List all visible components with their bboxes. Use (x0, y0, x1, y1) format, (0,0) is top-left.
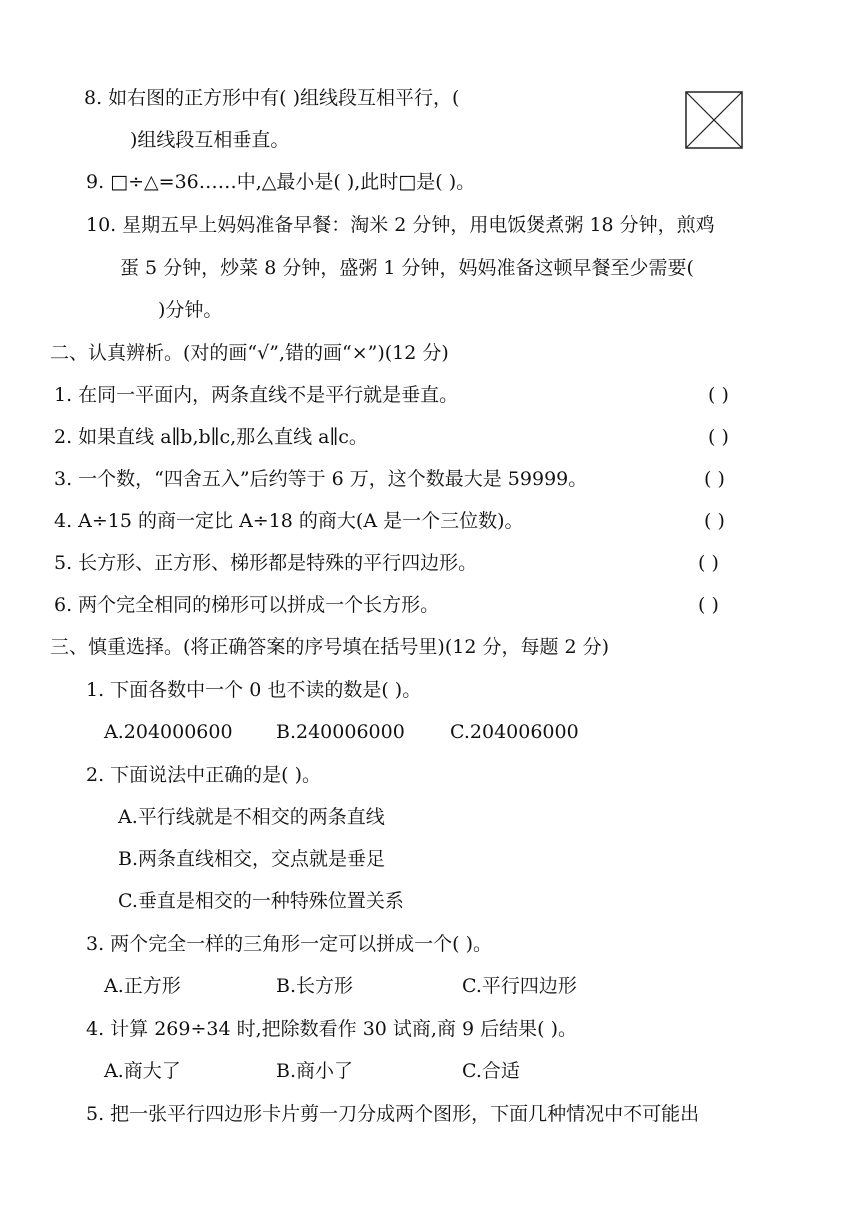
choice-q1-option-a: A.204000600 (104, 721, 233, 743)
judge-item-5: 5. 长方形、正方形、梯形都是特殊的平行四边形。 (54, 552, 478, 574)
judge-answer-paren-1: ( ) (708, 384, 729, 406)
choice-q3-option-a: A.正方形 (104, 975, 181, 997)
judge-item-1: 1. 在同一平面内，两条直线不是平行就是垂直。 (54, 384, 459, 406)
choice-q2-stem: 2. 下面说法中正确的是( )。 (86, 764, 322, 786)
judge-answer-paren-2: ( ) (708, 426, 729, 448)
choice-q1-stem: 1. 下面各数中一个 0 也不读的数是( )。 (86, 679, 422, 701)
choice-q4-option-a: A.商大了 (104, 1060, 181, 1082)
square-diagonals-figure (685, 91, 743, 149)
judge-item-6: 6. 两个完全相同的梯形可以拼成一个长方形。 (54, 594, 440, 616)
choice-q2-option-c: C.垂直是相交的一种特殊位置关系 (118, 890, 404, 912)
choice-q3-option-c: C.平行四边形 (462, 975, 577, 997)
choice-q2-option-b: B.两条直线相交，交点就是垂足 (118, 848, 386, 870)
section3-title: 三、慎重选择。(将正确答案的序号填在括号里)(12 分，每题 2 分) (50, 636, 610, 658)
q10-line3: )分钟。 (158, 299, 223, 321)
q9-line: 9. □÷△=36……中,△最小是( ),此时□是( )。 (86, 171, 476, 193)
judge-answer-paren-6: ( ) (698, 594, 719, 616)
section2-title: 二、认真辨析。(对的画“√”,错的画“×”)(12 分) (50, 342, 449, 364)
choice-q4-option-c: C.合适 (462, 1060, 520, 1082)
judge-answer-paren-5: ( ) (698, 552, 719, 574)
choice-q3-option-b: B.长方形 (276, 975, 354, 997)
q10-line2: 蛋 5 分钟，炒菜 8 分钟，盛粥 1 分钟，妈妈准备这顿早餐至少需要( (120, 257, 694, 279)
choice-q4-stem: 4. 计算 269÷34 时,把除数看作 30 试商,商 9 后结果( )。 (86, 1018, 577, 1040)
q8-line1: 8. 如右图的正方形中有( )组线段互相平行，( (84, 87, 460, 109)
choice-q1-option-b: B.240006000 (276, 721, 405, 743)
choice-q3-stem: 3. 两个完全一样的三角形一定可以拼成一个( )。 (86, 933, 493, 955)
judge-answer-paren-3: ( ) (704, 468, 725, 490)
q10-line1: 10. 星期五早上妈妈准备早餐：淘米 2 分钟，用电饭煲煮粥 18 分钟，煎鸡 (86, 214, 715, 236)
choice-q4-option-b: B.商小了 (276, 1060, 354, 1082)
choice-q1-option-c: C.204006000 (450, 721, 579, 743)
judge-item-4: 4. A÷15 的商一定比 A÷18 的商大(A 是一个三位数)。 (54, 510, 524, 532)
judge-item-2: 2. 如果直线 a∥b,b∥c,那么直线 a∥c。 (54, 426, 368, 448)
choice-q5-stem: 5. 把一张平行四边形卡片剪一刀分成两个图形，下面几种情况中不可能出 (86, 1103, 700, 1125)
choice-q2-option-a: A.平行线就是不相交的两条直线 (118, 806, 385, 828)
judge-item-3: 3. 一个数，“四舍五入”后约等于 6 万，这个数最大是 59999。 (54, 468, 588, 490)
judge-answer-paren-4: ( ) (704, 510, 725, 532)
q8-line2: )组线段互相垂直。 (130, 129, 290, 151)
